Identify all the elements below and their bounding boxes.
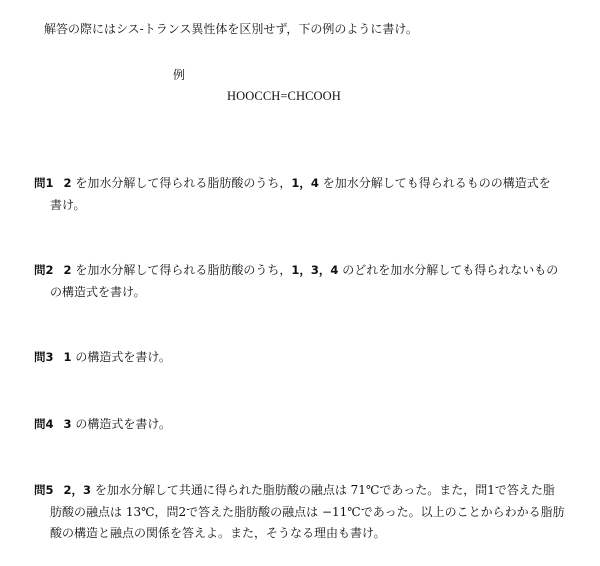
question-5	[34, 483, 565, 541]
question-5-line-3: 酸の構造と融点の関係を答えよ。また，そうなる理由も書け。	[50, 526, 386, 541]
question-4	[34, 417, 171, 432]
question-5-line-2: 肪酸の融点は 13℃，問2で答えた脂肪酸の融点は −11℃であった。以上のことからわかる脂肪	[50, 504, 565, 519]
question-2	[34, 263, 558, 299]
compound-reference: 2，3	[63, 483, 92, 497]
example-label: 例	[173, 68, 186, 82]
question-text: の構造式を書け。	[75, 350, 171, 364]
compound-reference: 2	[63, 263, 72, 277]
question-3	[34, 350, 171, 365]
question-5-line-1	[34, 483, 555, 497]
compound-reference: 1，4	[291, 176, 319, 190]
question-text: のどれを加水分解しても得られないもの	[342, 263, 559, 277]
compound-reference: 3	[63, 417, 72, 431]
question-text: を加水分解して得られる脂肪酸のうち，	[75, 263, 292, 277]
question-2-line-2: の構造式を書け。	[50, 284, 146, 299]
compound-reference: 1，3，4	[291, 263, 339, 277]
question-1	[34, 176, 551, 212]
question-number: 問1	[34, 176, 54, 190]
question-text: を加水分解しても得られるものの構造式を	[322, 176, 551, 190]
question-number: 問3	[34, 350, 54, 364]
question-number: 問2	[34, 263, 54, 277]
intro-instruction: 解答の際にはシス-トランス異性体を区別せず，下の例のように書け。	[44, 22, 418, 36]
question-number: 問5	[34, 483, 54, 497]
question-3-line-1	[34, 350, 171, 364]
question-number: 問4	[34, 417, 54, 431]
compound-reference: 1	[63, 350, 72, 364]
question-1-line-2: 書け。	[50, 197, 86, 212]
question-2-line-1	[34, 263, 558, 277]
question-text: を加水分解して得られる脂肪酸のうち，	[75, 176, 292, 190]
compound-reference: 2	[63, 176, 72, 190]
question-text: を加水分解して共通に得られた脂肪酸の融点は 71℃であった。また，問1で答えた脂	[94, 483, 555, 497]
question-text: の構造式を書け。	[75, 417, 171, 431]
question-1-line-1	[34, 176, 551, 190]
question-4-line-1	[34, 417, 171, 431]
example-formula: HOOCCH=CHCOOH	[227, 89, 341, 103]
